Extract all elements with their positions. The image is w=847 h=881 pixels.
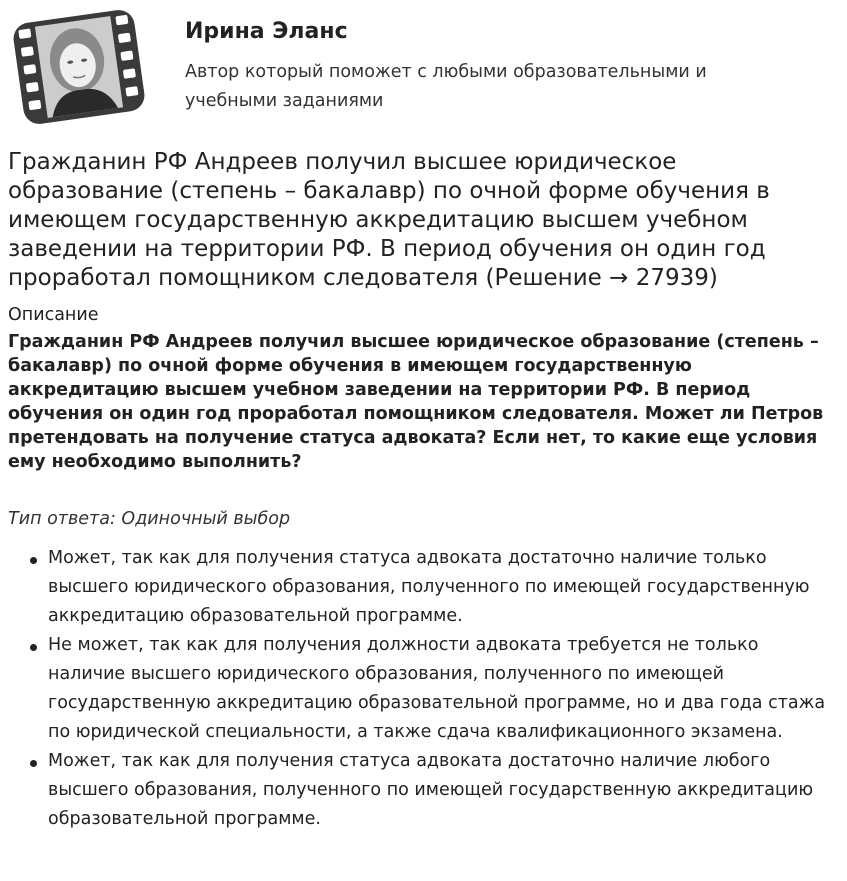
question-description: Гражданин РФ Андреев получил высшее юридическое образование (степень – бакалавр) по очной форме обучения в имеющем государственную аккредитацию высшем учебном заведении на территории РФ. В период обучения он один год проработал помощником следователя. Может ли Петров претендовать на получение статуса адвоката? Если нет, то какие еще условия ему необходимо выполнить?: [8, 332, 824, 472]
author-avatar: [8, 8, 150, 126]
answer-option-text: Не может, так как для получения должности адвоката требуется не только наличие высшего юридического образования, полученного по имеющей государственную аккредитацию образовательной программе, но и два года стажа по юридической специальности, а также сдача квалификационного экзамена.: [48, 635, 826, 742]
film-frame-avatar-icon: [8, 8, 150, 126]
answer-option-text: Может, так как для получения статуса адвоката достаточно наличие любого высшего образования, полученного по имеющей государственную аккредитацию образовательной программе.: [48, 751, 814, 829]
bullet-icon: [30, 557, 37, 564]
answer-option: [8, 747, 838, 834]
answer-option: [8, 544, 838, 631]
description-label: Описание: [8, 305, 99, 325]
author-name: Ирина Эланс: [185, 19, 348, 44]
answer-options-list: [8, 544, 838, 834]
bullet-icon: [30, 760, 37, 767]
question-title: Гражданин РФ Андреев получил высшее юридическое образование (степень – бакалавр) по очной форме обучения в имеющем государственную аккредитацию высшем учебном заведении на территории РФ. В период обучения он один год проработал помощником следователя (Решение → 27939): [8, 149, 770, 291]
author-card: [8, 8, 838, 126]
answer-option: [8, 631, 838, 747]
author-description: Автор который поможет с любыми образовательными и учебными заданиями: [185, 62, 707, 111]
answer-option-text: Может, так как для получения статуса адвоката достаточно наличие только высшего юридического образования, полученного по имеющей государственную аккредитацию образовательной программе.: [48, 548, 810, 626]
answer-type: Тип ответа: Одиночный выбор: [8, 509, 291, 529]
bullet-icon: [30, 644, 37, 651]
